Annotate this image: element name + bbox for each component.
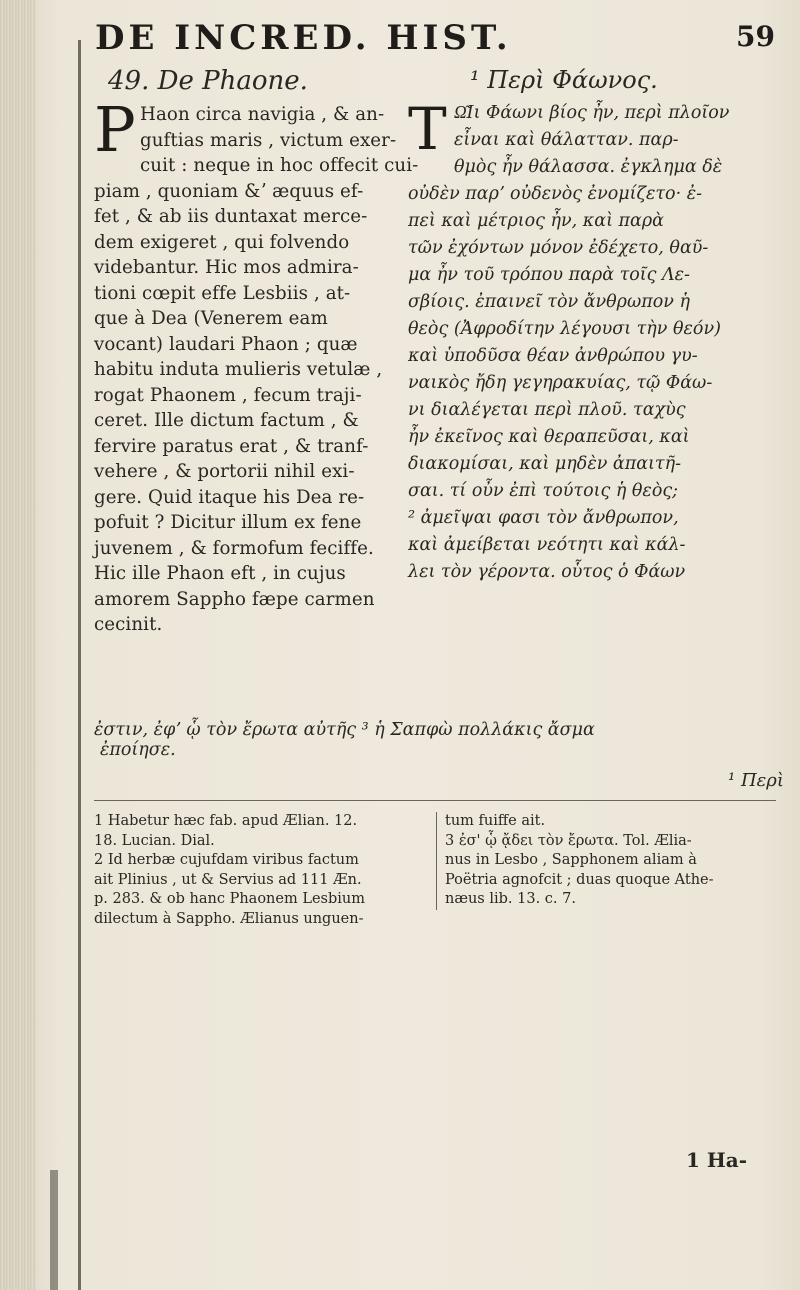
latin-line: cuit : neque in hoc offecit cui- (140, 155, 419, 176)
greek-line: θμὸς ἦν θάλασσα. ἐγκλημα δὲ (454, 157, 723, 177)
latin-heading: 49. De Phaone. (108, 66, 308, 96)
greek-heading: ¹ Περὶ Φάωνος. (470, 66, 658, 94)
latin-line: pofuit ? Dicitur illum ex fene (94, 512, 362, 533)
greek-dropcap: T (408, 95, 447, 163)
latin-line: tioni cœpit effe Lesbiis , at- (94, 282, 351, 304)
greek-line: μα ἦν τοῦ τρόπου παρὰ τοῖς Λε- (408, 265, 690, 285)
greek-line: σβίοις. ἐπαινεῖ τὸν ἄνθρωπον ἡ (408, 292, 690, 312)
greek-line: ναικὸς ἤδη γεγηρακυίας, τῷ Φάω- (408, 373, 713, 393)
greek-line: καὶ ἀμείβεται νεότητι καὶ κάλ- (408, 535, 686, 555)
edge-shadow (50, 1170, 58, 1290)
footnote-line: Poëtria agnofcit ; duas quoque Athe- (445, 871, 714, 888)
greek-continuation-line: ἐστιν, ἐφʼ ᾧ τὸν ἔρωτα αὐτῆς ³ ἡ Σαπφὼ πολλάκις ἄσμα (94, 720, 595, 740)
margin-rule (78, 40, 81, 1290)
footnote-line: nus in Lesbo , Sapphonem aliam à (445, 852, 697, 868)
latin-text (94, 93, 419, 638)
footnote-line: tum fuiffe ait. (445, 813, 546, 829)
greek-line: σαι. τί οὖν ἐπὶ τούτοις ἡ θεὸς; (408, 481, 679, 501)
footnote-line: 1 Habetur hæc fab. apud Ælian. 12. (94, 813, 358, 829)
latin-line: habitu induta mulieris vetulæ , (94, 359, 383, 380)
latin-dropcap: P (94, 93, 136, 166)
latin-line: vehere , & portorii nihil exi- (94, 461, 355, 482)
footnote-line: ait Plinius , ut & Servius ad 111 Æn. (94, 871, 362, 888)
latin-line: fervire paratus erat , & tranf- (94, 435, 369, 457)
latin-line: amorem Sappho fæpe carmen (94, 588, 375, 610)
latin-line: fet , & ab iis duntaxat merce- (94, 206, 368, 227)
greek-text (408, 95, 778, 586)
latin-line: piam , quoniam &ʼ æquus ef- (94, 180, 364, 202)
greek-line: Ω͂Ιι Φάωνι βίος ἦν, περὶ πλοῖον (454, 103, 730, 123)
greek-line: θεὸς (Ἀφροδίτην λέγουσι τὴν θεόν) (408, 319, 721, 339)
greek-line: πεὶ καὶ μέτριος ἦν, καὶ παρὰ (408, 211, 664, 231)
footnote-line: 3 ἐσ' ᾧ ᾄδει τὸν ἔρωτα. Tol. Ælia- (445, 832, 692, 849)
latin-column (94, 66, 419, 638)
latin-line: rogat Phaonem , fecum traji- (94, 384, 362, 406)
greek-column (408, 66, 778, 586)
footnote-line: næus lib. 13. c. 7. (445, 891, 576, 907)
footnotes-left (94, 812, 424, 929)
footnote-line: 18. Lucian. Dial. (94, 832, 215, 849)
footnote-line: 2 Id herbæ cujufdam viribus factum (94, 852, 359, 868)
greek-line: νι διαλέγεται περὶ πλοῦ. ταχὺς (408, 400, 686, 420)
greek-line: τῶν ἐχόντων μόνον ἐδέχετο, θαῦ- (408, 238, 709, 258)
latin-line: que à Dea (Venerem eam (94, 308, 328, 329)
latin-line: cecinit. (94, 614, 163, 635)
running-head (95, 18, 775, 58)
greek-line: οὐδὲν παρʼ οὐδενὸς ἐνομίζετο· ἐ- (408, 184, 702, 204)
page-number: 59 (736, 20, 775, 53)
running-head-title: DE INCRED. HIST. (95, 18, 512, 58)
footnote-line: p. 283. & ob hanc Phaonem Lesbium (94, 891, 365, 907)
latin-line: dem exigeret , qui folvendo (94, 231, 350, 253)
latin-line: Haon circa navigia , & an- (140, 104, 385, 125)
latin-line: vocant) laudari Phaon ; quæ (94, 333, 358, 355)
catchword-greek: ¹ Περὶ (728, 770, 784, 791)
greek-line: λει τὸν γέροντα. οὗτος ὁ Φάων (408, 562, 686, 582)
latin-line: juvenem , & formofum feciffe. (94, 537, 374, 559)
footnote-line: dilectum à Sappho. Ælianus unguen- (94, 910, 364, 927)
greek-continuation (94, 720, 774, 760)
greek-line: ² ἀμεῖψαι φασι τὸν ἄνθρωπον, (408, 508, 679, 528)
footnotes-right (436, 812, 785, 910)
greek-line: διακομίσαι, καὶ μηδὲν ἀπαιτῆ- (408, 454, 681, 474)
footnote-divider (94, 800, 776, 801)
greek-line: εἶναι καὶ θάλατταν. παρ- (454, 130, 679, 150)
latin-line: ceret. Ille dictum factum , & (94, 410, 359, 431)
latin-line: gere. Quid itaque his Dea re- (94, 486, 365, 508)
greek-line: καὶ ὑποδῦσα θέαν ἀνθρώπου γυ- (408, 346, 698, 366)
page-binding-edge (0, 0, 36, 1290)
greek-line: ἦν ἐκεῖνος καὶ θεραπεῦσαι, καὶ (408, 427, 690, 447)
latin-line: guftias maris , victum exer- (140, 129, 397, 151)
latin-line: videbantur. Hic mos admira- (94, 257, 359, 278)
catchword-next-page: 1 Ha- (686, 1148, 748, 1172)
greek-continuation-last: ἐποίησε. (100, 740, 176, 760)
latin-line: Hic ille Phaon eft , in cujus (94, 563, 346, 584)
